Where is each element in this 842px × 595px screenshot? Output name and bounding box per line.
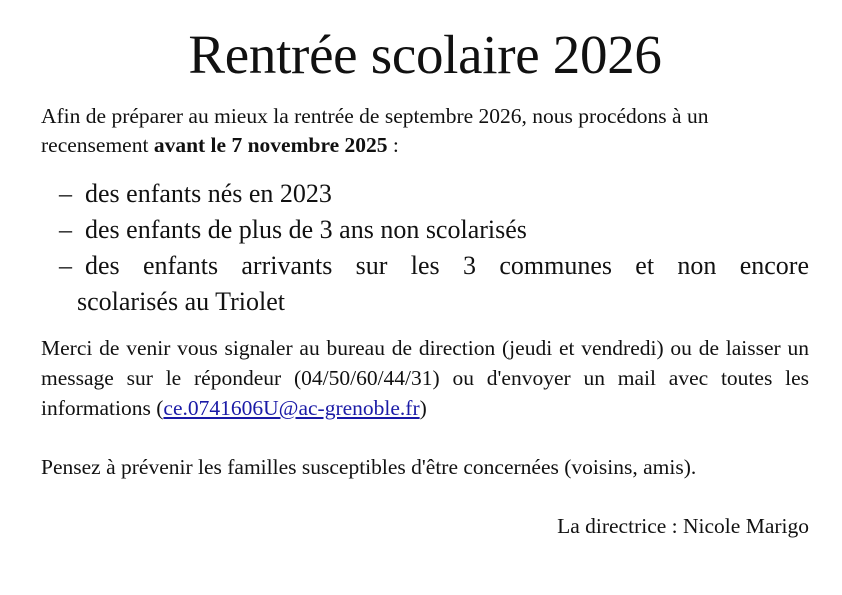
list-item-text: des enfants de plus de 3 ans non scolarisés [85, 215, 527, 244]
reminder-paragraph: Pensez à prévenir les familles susceptibles d'être concernées (voisins, amis). [41, 455, 697, 479]
email-link[interactable]: ce.0741606U@ac-grenoble.fr [163, 396, 420, 420]
dash-bullet: – [59, 251, 72, 280]
deadline-text: avant le 7 novembre 2025 [153, 133, 388, 157]
list-item [41, 248, 809, 320]
contact-paragraph [41, 333, 809, 423]
list-item-text: des enfants nés en 2023 [85, 179, 332, 208]
list-item-text-line1: des enfants arrivants sur les 3 communes et non encore [85, 251, 809, 280]
list-item [41, 212, 809, 248]
intro-text: Afin de préparer au mieux la rentrée de septembre 2026, nous procédons à un recensement [41, 104, 709, 157]
page-title: Rentrée scolaire 2026 [188, 24, 662, 85]
list-item-text-line2: scolarisés au Triolet [77, 287, 285, 316]
contact-closing-paren: ) [419, 396, 427, 420]
contact-text: Merci de venir vous signaler au bureau de direction (jeudi et vendredi) ou de laisser un message sur le répondeur (04/50/60/44/31) ou d'envoyer un mail avec toutes les informations ( [41, 336, 809, 420]
signature: La directrice : Nicole Marigo [557, 514, 809, 538]
census-list [41, 176, 809, 320]
list-item [41, 176, 809, 212]
dash-bullet: – [59, 179, 72, 208]
intro-colon: : [387, 133, 399, 157]
intro-paragraph [41, 102, 809, 160]
dash-bullet: – [59, 215, 72, 244]
